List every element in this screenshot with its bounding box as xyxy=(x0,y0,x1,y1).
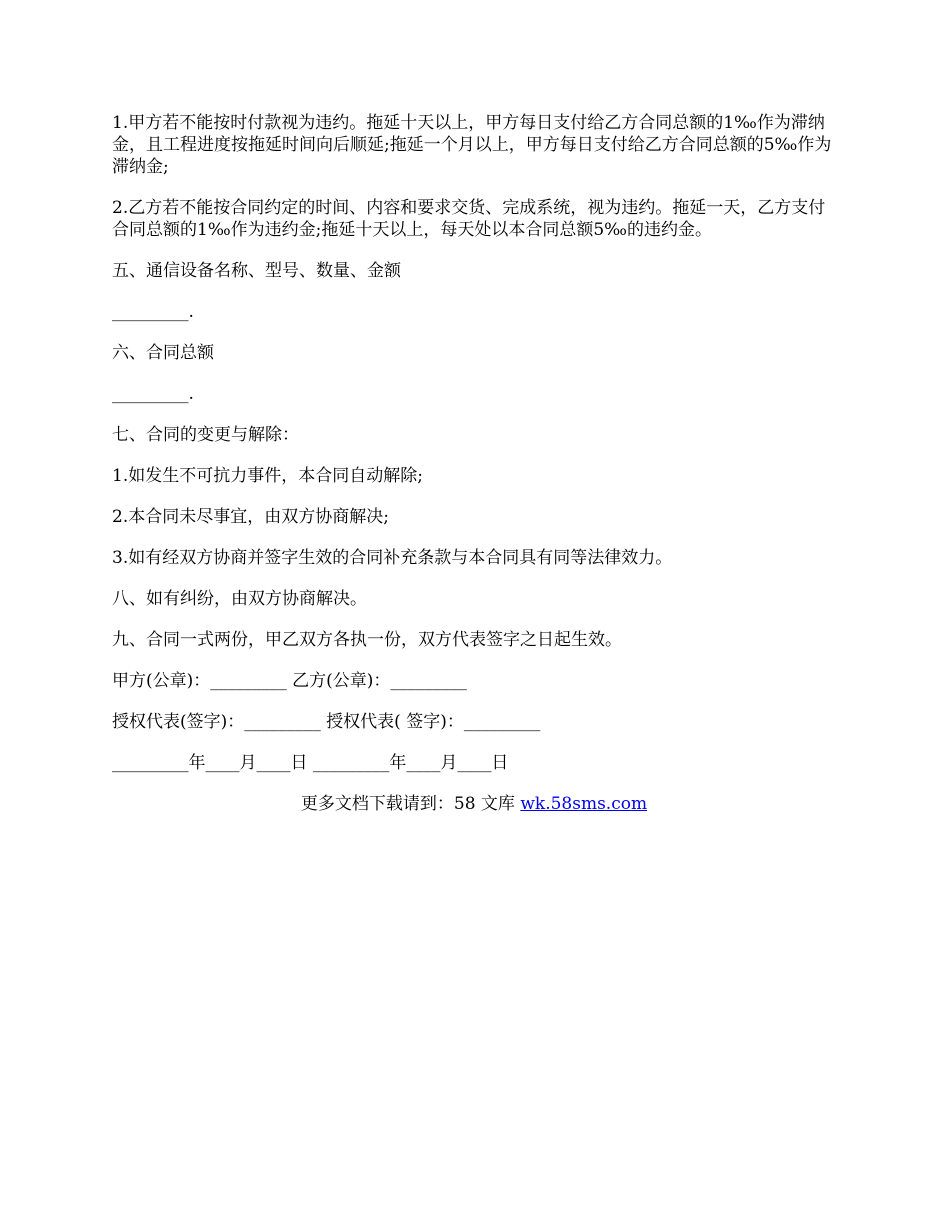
signature-date-line: _________年____月____日 _________年____月____日 xyxy=(112,753,509,773)
document-page xyxy=(112,112,836,815)
clause-party-a-late-payment: 1.甲方若不能按时付款视为违约。拖延十天以上，甲方每日支付给乙方合同总额的1‰作为滞纳金，且工程进度按拖延时间向后顺延;拖延一个月以上，甲方每日支付给乙方合同总额的5‰作为滞纳金; xyxy=(112,113,832,177)
clause-unresolved-matters: 2.本合同未尽事宜，由双方协商解决; xyxy=(112,507,389,527)
section-five-heading: 五、通信设备名称、型号、数量、金额 xyxy=(112,261,401,281)
clause-force-majeure: 1.如发生不可抗力事件，本合同自动解除; xyxy=(112,466,423,486)
clause-supplementary-terms: 3.如有经双方协商并签字生效的合同补充条款与本合同具有同等法律效力。 xyxy=(112,548,673,568)
footer-prefix: 更多文档下载请到：58 文库 xyxy=(300,794,521,814)
section-five-blank: _________. xyxy=(112,302,194,322)
footer-link[interactable]: wk.58sms.com xyxy=(520,794,648,814)
clause-party-b-late-delivery: 2.乙方若不能按合同约定的时间、内容和要求交货、完成系统，视为违约。拖延一天，乙方支付合同总额的1‰作为违约金;拖延十天以上，每天处以本合同总额5‰的违约金。 xyxy=(112,198,826,240)
section-seven-heading: 七、合同的变更与解除： xyxy=(112,425,299,445)
section-six-blank: _________. xyxy=(112,384,194,404)
signature-seal-line: 甲方(公章)：_________ 乙方(公章)：_________ xyxy=(112,671,467,691)
section-nine-copies: 九、合同一式两份，甲乙双方各执一份，双方代表签字之日起生效。 xyxy=(112,630,622,650)
section-six-heading: 六、合同总额 xyxy=(112,343,214,363)
section-eight-disputes: 八、如有纠纷，由双方协商解决。 xyxy=(112,589,367,609)
download-footer xyxy=(112,793,836,815)
signature-representative-line: 授权代表(签字)：_________ 授权代表( 签字)：_________ xyxy=(112,712,541,732)
